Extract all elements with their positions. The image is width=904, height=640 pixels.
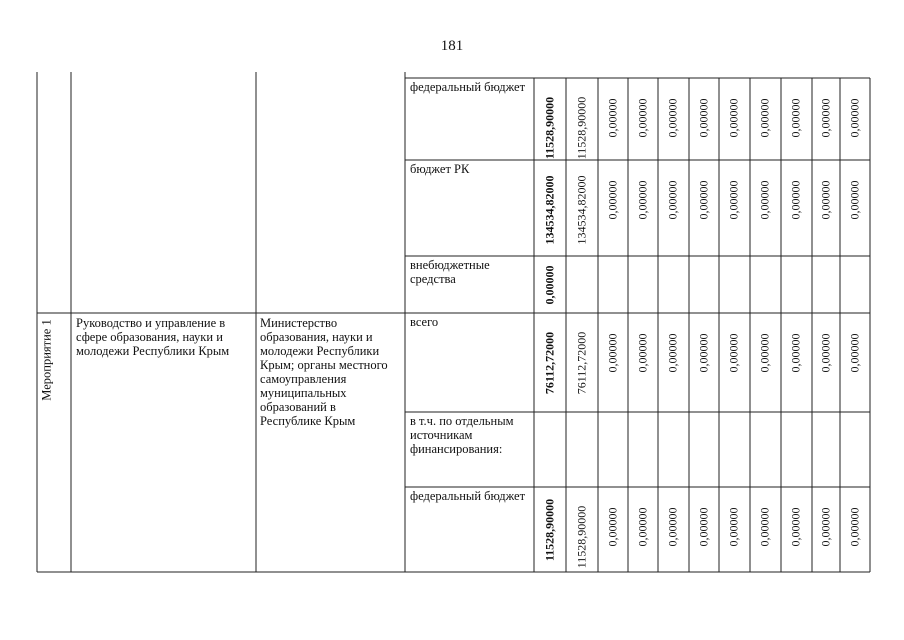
year-value: 0,00000 — [757, 507, 772, 547]
year-value: 0,00000 — [665, 507, 680, 547]
executor: Министерство образования, науки и молодежи Республики Крым; органы местного самоуправления муниципальных образований в Республике Крым — [260, 316, 388, 428]
event-name: Руководство и управление в сфере образования, науки и молодежи Республики Крым — [76, 316, 230, 358]
year-value: 0,00000 — [665, 333, 680, 373]
year-value: 0,00000 — [788, 98, 803, 138]
source-label: федеральный бюджет — [410, 80, 526, 94]
year-value: 0,00000 — [818, 333, 833, 373]
year-value: 0,00000 — [605, 333, 620, 373]
year-value: 0,00000 — [635, 507, 650, 547]
year-value: 0,00000 — [847, 98, 862, 138]
year-value: 0,00000 — [696, 98, 711, 138]
source-label: федеральный бюджет — [410, 489, 526, 503]
year-value: 0,00000 — [818, 98, 833, 138]
year-value: 0,00000 — [847, 507, 862, 547]
year-value: 0,00000 — [696, 333, 711, 373]
year-value: 11528,90000 — [574, 505, 589, 569]
year-value: 0,00000 — [818, 507, 833, 547]
year-value: 76112,72000 — [574, 331, 589, 395]
year-value: 0,00000 — [788, 333, 803, 373]
year-value: 0,00000 — [788, 507, 803, 547]
total-value: 76112,72000 — [542, 331, 557, 395]
year-value: 0,00000 — [847, 333, 862, 373]
total-value: 0,00000 — [542, 265, 557, 305]
total-value: 134534,82000 — [542, 175, 557, 245]
year-value: 0,00000 — [726, 507, 741, 547]
year-value: 0,00000 — [635, 333, 650, 373]
year-value: 0,00000 — [665, 180, 680, 220]
year-value: 0,00000 — [788, 180, 803, 220]
source-label: всего — [410, 315, 439, 329]
year-value: 11528,90000 — [574, 96, 589, 160]
event-label: Мероприятие 1 — [39, 319, 54, 401]
year-value: 0,00000 — [605, 98, 620, 138]
year-value: 0,00000 — [605, 180, 620, 220]
year-value: 0,00000 — [757, 180, 772, 220]
year-value: 0,00000 — [665, 98, 680, 138]
year-value: 0,00000 — [726, 98, 741, 138]
year-value: 0,00000 — [726, 333, 741, 373]
source-label: бюджет РК — [410, 162, 470, 176]
year-value: 0,00000 — [635, 180, 650, 220]
year-value: 0,00000 — [847, 180, 862, 220]
year-value: 0,00000 — [757, 333, 772, 373]
total-value: 11528,90000 — [542, 498, 557, 562]
page-number: 181 — [440, 38, 464, 54]
year-value: 0,00000 — [696, 180, 711, 220]
year-value: 0,00000 — [696, 507, 711, 547]
year-value: 0,00000 — [605, 507, 620, 547]
year-value: 134534,82000 — [574, 175, 589, 245]
year-value: 0,00000 — [818, 180, 833, 220]
year-value: 0,00000 — [757, 98, 772, 138]
source-label: внебюджетные средства — [410, 258, 490, 286]
total-value: 11528,90000 — [542, 96, 557, 160]
year-value: 0,00000 — [726, 180, 741, 220]
source-label: в т.ч. по отдельным источникам финансирования: — [410, 414, 514, 456]
year-value: 0,00000 — [635, 98, 650, 138]
